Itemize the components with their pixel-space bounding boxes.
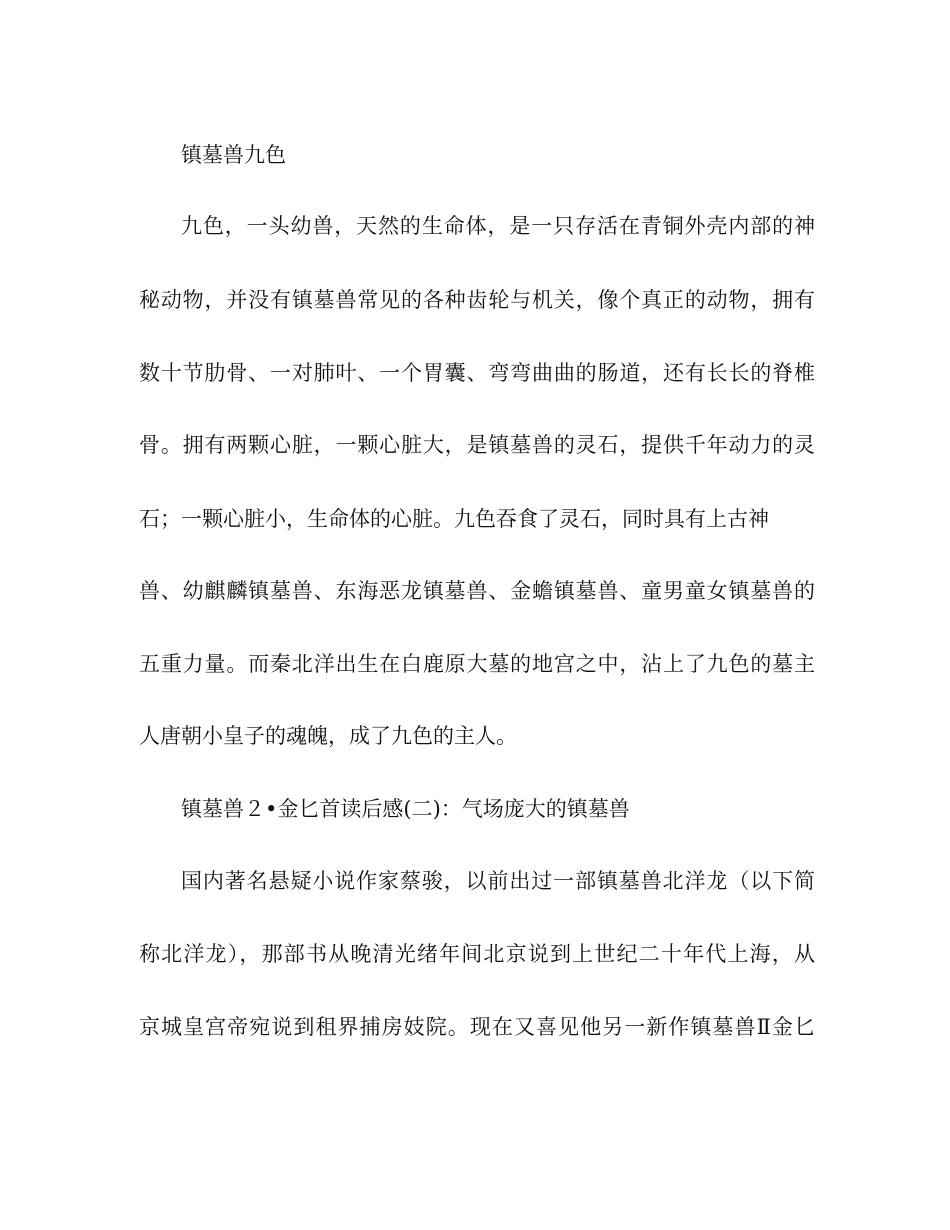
paragraph-line: 数十节肋骨、一对肺叶、一个胃囊、弯弯曲曲的肠道，还有长长的脊椎 [139,361,815,385]
section-heading: 镇墓兽九色 [181,143,286,167]
paragraph-line: 九色，一头幼兽，天然的生命体，是一只存活在青铜外壳内部的神 [181,214,815,238]
paragraph-line: 骨。拥有两颗心脏，一颗心脏大，是镇墓兽的灵石，提供千年动力的灵 [139,433,815,457]
paragraph-line: 秘动物，并没有镇墓兽常见的各种齿轮与机关，像个真正的动物，拥有 [139,288,815,312]
paragraph-line: 兽、幼麒麟镇墓兽、东海恶龙镇墓兽、金蟾镇墓兽、童男童女镇墓兽的 [139,579,815,603]
paragraph-line: 国内著名悬疑小说作家蔡骏，以前出过一部镇墓兽北洋龙（以下简 [181,869,815,893]
section-heading: 镇墓兽２•金匕首读后感(二)：气场庞大的镇墓兽 [181,797,630,821]
paragraph-line: 人唐朝小皇子的魂魄，成了九色的主人。 [139,724,517,748]
paragraph-line: 五重力量。而秦北洋出生在白鹿原大墓的地宫之中，沾上了九色的墓主 [139,652,815,676]
paragraph-line: 称北洋龙），那部书从晚清光绪年间北京说到上世纪二十年代上海，从 [139,942,815,966]
paragraph-line: 石；一颗心脏小，生命体的心脏。九色吞食了灵石，同时具有上古神 [139,507,769,531]
paragraph-line: 京城皇宫帝宛说到租界捕房妓院。现在又喜见他另一新作镇墓兽Ⅱ金匕 [139,1015,815,1039]
